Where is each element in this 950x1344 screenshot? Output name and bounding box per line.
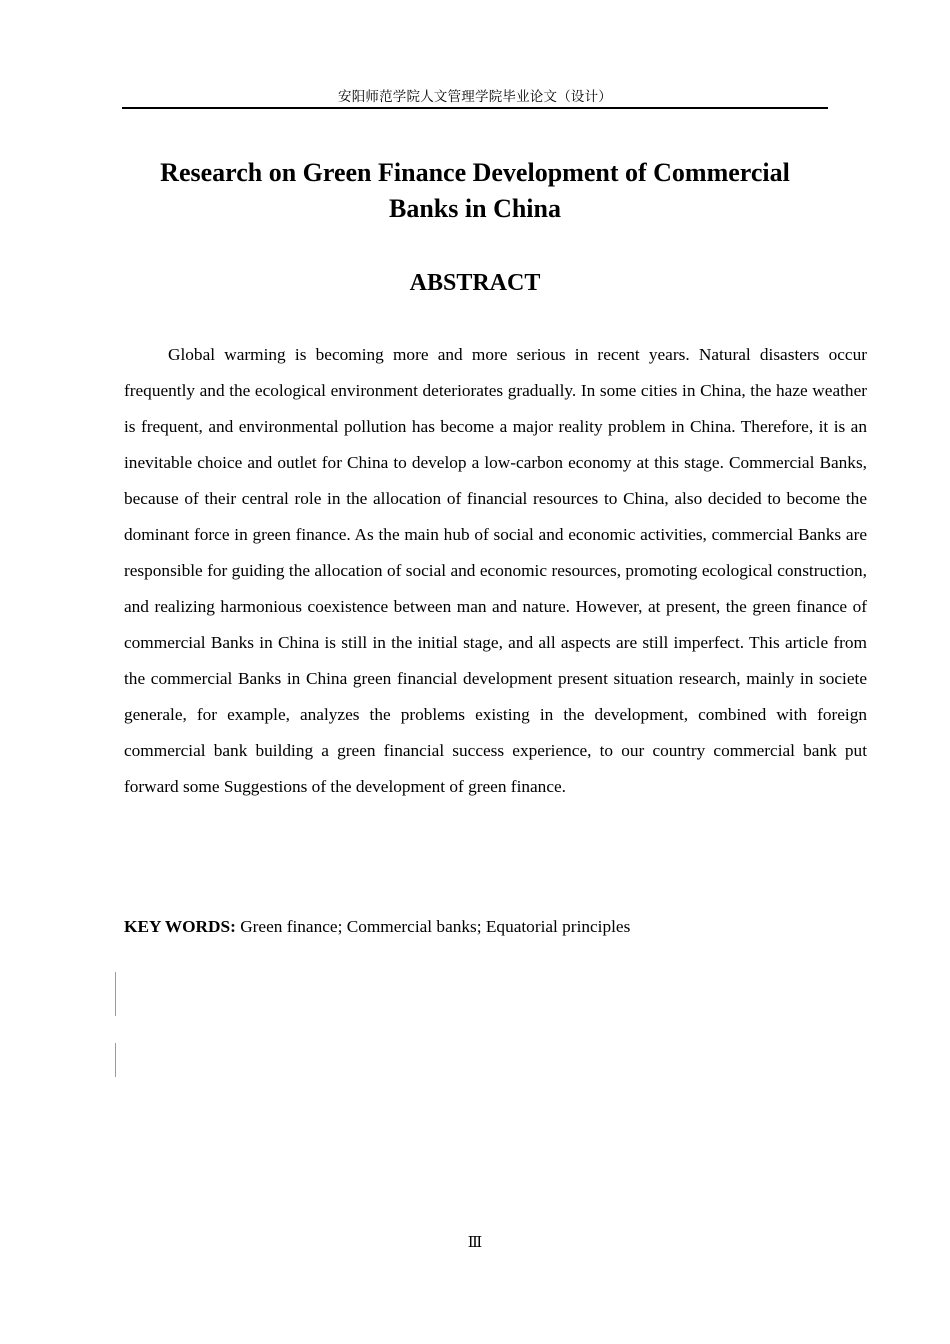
header-divider <box>122 107 828 109</box>
change-bar-upper <box>115 972 116 1016</box>
abstract-body: Global warming is becoming more and more serious in recent years. Natural disasters occur frequently and the ecological environment deteriorates gradually. In some cities in China, the haze weather is frequent, and environmental pollution has become a major reality problem in China. Therefore, it is an inevitable choice and outlet for China to develop a low-carbon economy at this stage. Commercial Banks, because of their central role in the allocation of financial resources to China, also decided to become the dominant force in green finance. As the main hub of social and economic activities, commercial Banks are responsible for guiding the allocation of social and economic resources, promoting ecological construction, and realizing harmonious coexistence between man and nature. However, at present, the green finance of commercial Banks in China is still in the initial stage, and all aspects are still imperfect. This article from the commercial Banks in China green financial development present situation research, mainly in societe generale, for example, analyzes the problems existing in the development, combined with foreign commercial bank building a green financial success experience, to our country commercial bank put forward some Suggestions of the development of green finance. <box>124 345 867 797</box>
page-number: Ⅲ <box>467 1235 483 1251</box>
running-header: 安阳师范学院人文管理学院毕业论文（设计） <box>338 89 612 104</box>
abstract-heading: ABSTRACT <box>409 269 541 296</box>
keywords-value: Green finance; Commercial banks; Equatorial principles <box>240 917 631 937</box>
keywords-label: KEY WORDS: <box>124 917 241 937</box>
page-title: Research on Green Finance Development of Commercial Banks in China <box>160 158 790 224</box>
keywords-line <box>124 913 867 941</box>
change-bar-lower <box>115 1043 116 1077</box>
